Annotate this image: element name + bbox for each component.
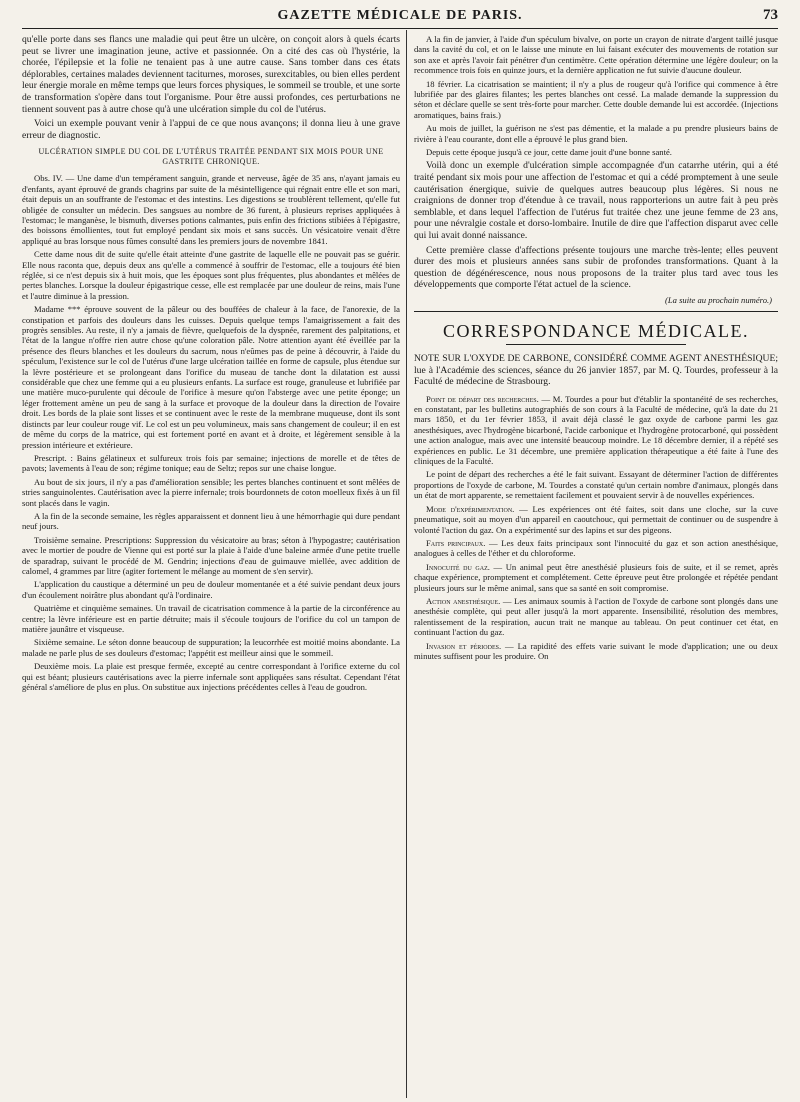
section-heading-line: ULCÉRATION SIMPLE DU COL DE L'UTÉRUS TRAITÉE PENDANT SIX MOIS POUR UNE	[38, 147, 384, 157]
subsection	[414, 538, 778, 559]
subsection-text: — Un animal peut être anesthésié plusieurs fois de suite, et il se remet, après chaque expérience, promptement et complétement. Cette épreuve peut être prolongée et répétée pendant plusieurs jours sur le même animal, sans que sa santé en soit compromise.	[414, 561, 778, 593]
left-column	[22, 34, 400, 1098]
paragraph: Depuis cette époque jusqu'à ce jour, cette dame jouit d'une bonne santé.	[426, 147, 672, 158]
subsection-text: — M. Tourdes a pour but d'établir la spontanéité de ses recherches, en constatant, par les bulletins autographiés de son cours à la Faculté de médecine, qu'à la date du 21 mars 1850, et du 1er février 1853, il avait déjà classé le gaz oxyde de carbone parmi les gaz anesthésiques, avec l'hydrogène bicarboné, l'acide carbonique et l'hydrogène protocarboné, qui possèdent une action analogue, mais avec une intensité beaucoup moindre. Le 18 décembre dernier, il a répété ses expériences en public. Le 31 décembre, une première application thérapeutique a été faite à l'une des cliniques de la Faculté.	[414, 393, 778, 467]
subsection-text: — La rapidité des effets varie suivant le mode d'application; une ou deux minutes suffisent pour les produire. On	[414, 640, 778, 661]
paragraph: Troisième semaine. Prescriptions: Suppression du vésicatoire au bras; séton à l'hypogastre; cautérisation avec le mortier de poudre de Vienne qui est porté sur la plaie à l'aide d'une baleine armée d'une petite truelle de sparadrap, suivant le procédé de M. Gendrin; injections d'eau de guimauve miellée, avec addition de calomel, 4 grammes par litre (agiter fortement le mélange au moment de s'en servir).	[22, 534, 400, 576]
paragraph: Au mois de juillet, la guérison ne s'est pas démentie, et la malade a pu prendre plusieurs bains de rivière à l'eau courante, dont elle a éprouvé le plus grand bien.	[414, 123, 778, 144]
paragraph: Voilà donc un exemple d'ulcération simple accompagnée d'un catarrhe utérin, qui a été traité pendant six mois pour une affection de l'estomac et qui a cédé promptement à une seule cautérisation énergique, suivie de quelques autres beaucoup plus légères. Si nous ne craignions de donner trop d'étendue à ce travail, nous rapporterions un autre fait à peu près semblable, et dans lequel l'affection de l'utérus fut traitée chez une jeune femme de 23 ans, pour une névralgie costale et dorso-lombaire. Inutile de dire que l'affection disparut avec celle qui lui avait donné naissance.	[414, 160, 778, 242]
section-heading	[22, 147, 400, 167]
note-intro: NOTE SUR L'OXYDE DE CARBONE, CONSIDÉRÉ COMME AGENT ANESTHÉSIQUE; lue à l'Académie des sciences, séance du 26 janvier 1857, par M. Q. Tourdes, professeur à la Faculté de médecine de Strasbourg.	[414, 353, 778, 388]
section-rule	[414, 311, 778, 312]
paragraph: Prescript. : Bains gélatineux et sulfureux trois fois par semaine; injections de morelle et de têtes de pavots; lavements à l'eau de son; régime tonique; eau de Seltz; repos sur une chaise longue.	[22, 452, 400, 474]
subsection-label: Invasion et périodes.	[426, 640, 502, 651]
subsection-label: Point de départ des recherches.	[426, 393, 539, 404]
subsection-text: — Les expériences ont été faites, soit dans une cloche, sur la cuve pneumatique, soit au moyen d'un appareil en caoutchouc, qui permettait de continuer ou de suspendre à volonté l'action du gaz. On a expérimenté sur des lapins et sur des pigeons.	[414, 503, 778, 535]
paragraph: Deuxième mois. La plaie est presque fermée, excepté au centre correspondant à l'orifice externe du col qui est béant; plusieurs cautérisations avec la pierre infernale sont appliquées sans résultat. Cependant l'état général s'améliore de plus en plus. On substitue aux injections précédentes celles à l'eau de goudron.	[22, 661, 400, 693]
subsection	[414, 394, 778, 467]
paragraph: Cette première classe d'affections présente toujours une marche très-lente; elles peuvent durer des mois et plusieurs années sans subir de profondes transformations. Quant à la question de dégénérescence, nous nous proposons de la traiter plus tard avec tous les développements que comporte l'état actuel de la science.	[414, 244, 778, 291]
paragraph: Sixième semaine. Le séton donne beaucoup de suppuration; la leucorrhée est moitié moins abondante. La malade ne parle plus de ses douleurs d'estomac; l'appétit est meilleur ainsi que le sommeil.	[22, 637, 400, 658]
subsection	[414, 562, 778, 593]
page-header	[22, 6, 778, 29]
paragraph: L'application du caustique a déterminé un peu de douleur momentanée et a été suivie pendant deux jours d'un écoulement noirâtre plus abondant qu'à l'ordinaire.	[22, 579, 400, 600]
correspondence-title: CORRESPONDANCE MÉDICALE.	[442, 321, 750, 342]
subsection	[414, 641, 778, 662]
right-column	[414, 34, 778, 1098]
paragraph: Madame *** éprouve souvent de la pâleur ou des bouffées de chaleur à la face, de l'anorexie, de la constipation et parfois des douleurs dans les cuisses. Depuis quelque temps l'amaigrissement a fait des progrès sensibles. Au reste, il n'y a jamais de fièvre, quelquefois de la dyspnée, rarement des palpitations, et l'état de la langue n'offre rien autre chose qu'une coloration pâle. Notre attention ayant été éveillée par la présence des fleurs blanches et les douleurs du sacrum, nous n'eûmes pas de peine à découvrir, à l'aide du spéculum, l'existence sur le col de l'utérus d'une large ulcération taillée en forme de capsule, plus étendue sur la lèvre postérieure et se prolongeant dans l'orifice du museau de tanche dont la dilatation est aussi considérable que chez une femme qui a eu plusieurs enfants. La surface est rouge, granuleuse et lubrifiée par une matière muco-purulente qui découle de l'orifice à mesure qu'on l'absterge avec une petite éponge; un léger frottement amène un peu de sang à la surface et provoque de la douleur dans la direction de l'ovaire droit. Les bords de la plaie sont lisses et se continuent avec le reste de la membrane muqueuse, dont ils sont distincts par leur couleur rouge vif. Le col est un peu volumineux, mais sans changement de couleur; il en est de même du corps de la matrice, qui est fortement porté en avant et à droite, et légèrement sensible à la pression intérieure et extérieure.	[22, 304, 400, 450]
title-underline	[506, 344, 686, 345]
paragraph: Au bout de six jours, il n'y a pas d'amélioration sensible; les pertes blanches continuent et sont mêlées de stries sanguinolentes. Cautérisation avec la pierre infernale; trois bourdonnets de coton moelleux fixés à un fil sont placés dans le vagin.	[22, 476, 400, 508]
subsection-label: Innocuité du gaz.	[426, 561, 490, 572]
journal-title: GAZETTE MÉDICALE DE PARIS.	[277, 8, 523, 23]
subsection-label: Action anesthésique.	[426, 595, 501, 606]
subsection	[414, 596, 778, 638]
paragraph: A la fin de la seconde semaine, les règles apparaissent et donnent lieu à une hémorrhagie qui dure pendant neuf jours.	[22, 510, 400, 532]
continuation-note: (La suite au prochain numéro.)	[664, 295, 772, 305]
paragraph: Quatrième et cinquième semaines. Un travail de cicatrisation commence à la partie de la circonférence au centre; la lèvre inférieure est en partie détruite; mais il s'écoule toujours de l'orifice du col un tampon de matière jaunâtre et visqueuse.	[22, 603, 400, 634]
observation-paragraph: Obs. IV. — Une dame d'un tempérament sanguin, grande et nerveuse, âgée de 35 ans, n'ayant jamais eu d'enfants, ayant éprouvé de grands chagrins par suite de la mésintelligence qui régnait entre elle et son mari, était depuis un an souffrante de l'estomac et des intestins. Les digestions se troublèrent tellement, qu'elle fut obligée de consulter un médecin. Des sangsues au nombre de 36 furent, à plusieurs reprises appliquées à l'estomac; le manganèse, le bismuth, diverses potions calmantes, puis enfin des frictions stibiées à l'épigastre, des boissons émollientes, tout fut employé pendant six mois et sans succès. Un vésicatoire venait d'être appliqué au bras lorsque nous fûmes consulté dans les premiers jours de novembre 1841.	[22, 173, 400, 246]
subsection-label: Mode d'expérimentation.	[426, 503, 515, 514]
paragraph: 18 février. La cicatrisation se maintient; il n'y a plus de rougeur qu'à l'orifice qui commence à être lubrifiée par des glaires filantes; les pertes blanches ont cessé. La malade demande la suppression du séton et déclare quelle se sent très-forte pour marcher. Cette double demande lui est accordée. (Injections aromatiques, bains frais.)	[414, 78, 778, 120]
page-number: 73	[763, 7, 778, 23]
paragraph: Voici un exemple pouvant venir à l'appui de ce que nous avançons; il donna lieu à une grave erreur de diagnostic.	[22, 118, 400, 141]
section-heading-line: GASTRITE CHRONIQUE.	[162, 157, 260, 167]
paragraph: Cette dame nous dit de suite qu'elle était atteinte d'une gastrite de laquelle elle ne pouvait pas se guérir. Elle nous raconta que, depuis deux ans qu'elle a commencé à souffrir de l'estomac, elle a toujours été bien réglée, si ce n'est depuis six à huit mois, que les époques sont plus fréquentes, plus abondantes et mêlées de pertes blanches. Lorsque la douleur épigastrique cesse, elle est remplacée par une douleur de reins, mais l'une et l'autre diminue à la pression.	[22, 249, 400, 301]
subsection-label: Faits principaux.	[426, 537, 486, 548]
paragraph: A la fin de janvier, à l'aide d'un spéculum bivalve, on porte un crayon de nitrate d'argent taillé jusque dans la cavité du col, et on le laisse une minute en lui faisant exécuter des mouvements de rotation sur son axe et après l'avoir fait pénétrer d'un centimètre. Cette opération détermine une légère douleur; on la recommence trois fois en quinze jours, et la dernière application ne fut suivie d'aucune douleur.	[414, 34, 778, 76]
column-divider	[406, 30, 407, 1098]
paragraph: Le point de départ des recherches a été le fait suivant. Essayant de déterminer l'action de différentes proportions de l'oxyde de carbone, M. Tourdes a constaté qu'un certain nombre d'animaux, plongés dans un état de mort apparente, se remettaient facilement et pouvaient servir à de nouvelles expériences.	[414, 469, 778, 501]
subsection-text: — Les animaux soumis à l'action de l'oxyde de carbone sont plongés dans une anesthésie complète, qui peut aller jusqu'à la mort apparente. Insensibilité, résolution des membres, ralentissement de la respiration, aucun trait ne manque au tableau. On peut continuer cet état, en continuant l'action du gaz.	[414, 595, 778, 638]
subsection-text: — Les deux faits principaux sont l'innocuité du gaz et son action anesthésique, analogues à celles de l'éther et du chloroforme.	[414, 537, 778, 559]
paragraph: qu'elle porte dans ses flancs une maladie qui peut être un ulcère, on conçoit alors à quels écarts peut se livrer une imagination jeune, active et passionnée. On a cité des cas où l'hystérie, la chorée, l'épilepsie et la folie ne tenaient pas à une autre cause. Sans tomber dans ces états déplorables, certaines malades deviennent taciturnes, moroses, surexcitables, ou bien elles perdent leur énergie morale en même temps que leurs forces physiques, le sommeil se trouble, et une sorte de transformation s'opère dans tout l'organisme. Pour être aussi profondes, ces perturbations ne tiennent souvent pas à autre chose qu'à une ulcération simple du col de l'utérus.	[22, 34, 400, 115]
subsection	[414, 504, 778, 535]
